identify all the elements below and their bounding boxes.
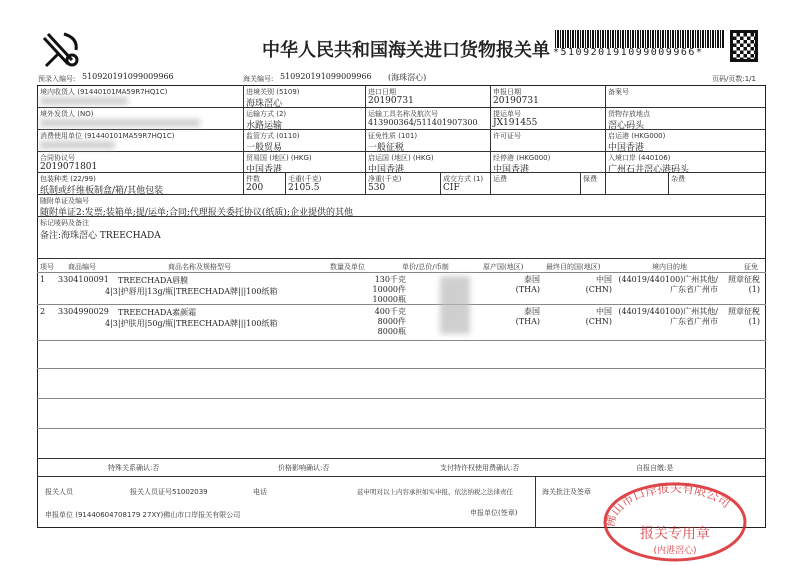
consignee-label: 境内收货人 (91440101MA59R7HQ1C) [40,88,168,96]
origin-code: (THA) [515,285,540,294]
domestic: (44019/440100)广州其他/ [618,307,718,316]
shipper-redacted [40,119,200,127]
levy-mode: 照章征税 [728,275,760,284]
origin-code: (THA) [515,317,540,326]
dep-port-label: 启运港 (HKG000) [608,132,666,140]
item-spec: 4|3|护唇用|13g/瓶|TREECHADA牌|||100纸箱 [105,287,278,296]
docs-label: 随附单证及编号 [40,197,89,205]
consumer-redacted [40,141,115,149]
bill: JX191455 [493,118,538,128]
pieces-label: 件数 [246,175,260,183]
declare-date-label: 申报日期 [493,88,521,96]
levy-code: (1) [748,285,760,294]
bill-label: 提运单号 [493,110,521,118]
origin: 泰国 [524,307,540,316]
page-count: 页码/页数:1/1 [712,75,756,83]
seal-center: 报关专用章 [640,526,710,542]
item-no: 1 [40,275,46,284]
col-code: 商品编号 [68,263,96,271]
form-title: 中华人民共和国海关进口货物报关单 [262,40,550,61]
record-label: 备案号 [608,88,629,96]
pieces: 200 [246,183,264,193]
contract-label: 合同协议号 [40,154,75,162]
dep-country: 中国香港 [368,165,405,175]
item-qty: 130千克 10000件 10000瓶 [372,275,406,304]
net: 530 [368,183,386,193]
vessel: 413900364/511401907300 [368,118,478,127]
transit-label: 经停港 (HKG000) [493,154,551,162]
license-label: 许可证号 [493,132,521,140]
consignee-redacted [40,97,128,105]
trade-country: 中国香港 [246,165,283,175]
col-qty: 数量及单位 [330,263,365,271]
item-code: 3304100091 [58,275,109,284]
domestic-city: 广东省广州市 [670,317,718,326]
import-date: 20190731 [368,96,414,106]
supervision-label: 监管方式 (0110) [246,132,300,140]
item-no: 2 [40,307,46,316]
entry-port: 广州石井滘心港码头 [608,165,690,175]
levy-mode: 照章征税 [728,307,760,316]
declarer-unit: 申报单位 (91440604708179 27XY)佛山市口岸报关有限公司 [45,511,241,519]
dest-code: (CHN) [585,317,612,326]
marks-label: 标记唛码及备注 [40,219,89,227]
dest: 中国 [596,307,612,316]
item-code: 3304990029 [58,307,109,316]
item-name: TREECHADA素颜霜 [118,308,197,317]
entry-port-label: 入境口岸 (440106) [608,154,671,162]
gross: 2105.5 [288,183,320,193]
contract: 2019071801 [40,162,98,172]
price-redacted [440,276,470,334]
freight-label: 运费 [493,175,507,183]
customs-no-label: 海关编号: [243,75,274,83]
customs-sign-label: 海关批注及签章 [542,488,591,496]
barcode-text: *510920191099009966* [553,47,704,58]
deal-label: 成交方式 (1) [443,175,484,183]
legal-statement: 兹申明对以上内容承担如实申报、依法纳税之法律责任 [357,488,513,496]
transport: 水路运输 [246,121,283,131]
entry-office-label: 进境关别 (5109) [246,88,300,96]
barcode [555,30,725,48]
col-domestic: 境内目的地 [652,263,687,271]
deal: CIF [443,183,460,193]
col-dest: 最终目的国(地区) [546,263,601,271]
marks: 备注:海珠滘心 TREECHADA [40,231,161,241]
storage: 滘心码头 [608,121,645,131]
transit: 中国香港 [493,165,530,175]
item-spec: 4|3|护肤用|50g/瓶|TREECHADA牌|||100纸箱 [105,319,278,328]
phone-label: 电话 [253,488,267,496]
supervision: 一般贸易 [246,143,283,153]
seal-bottom: (内港滘心) [653,546,697,556]
agent-label: 报关人员 [45,488,73,496]
docs: 随附单证2:发票;装箱单;提/运单;合同;代理报关委托协议(纸质);企业提供的其他 [40,208,353,218]
levy-label: 征免性质 (101) [368,132,418,140]
insurance-label: 保费 [583,175,597,183]
company-seal-stamp [600,478,750,562]
col-no: 项号 [40,263,54,271]
item-name: TREECHADA唇膜 [118,276,189,285]
consumer-label: 消费使用单位 (91440101MA59R7HQ1C) [40,132,175,140]
levy-code: (1) [748,317,760,326]
royalty-confirm: 支付特许权使用费确认:否 [440,464,520,472]
dep-port: 中国香港 [608,143,645,153]
col-origin: 原产国(地区) [483,263,524,271]
item-qty: 400千克 8000件 8000瓶 [374,307,406,336]
seal-company: 佛山市口岸报关有限公司 [602,480,733,529]
declare-date: 20190731 [493,96,539,106]
price-influence: 价格影响确认:否 [278,464,330,472]
self-declare: 自报自缴:是 [636,464,674,472]
special-relation: 特殊关系确认:否 [108,464,160,472]
entry-office: 海珠滘心 [246,99,283,109]
preentry-no: 510920191099009966 [82,72,174,81]
preentry-label: 预录入编号: [38,75,76,83]
gross-label: 毛重(千克) [288,175,322,183]
col-levy: 征免 [744,263,758,271]
storage-label: 货物存放地点 [608,110,650,118]
trade-country-label: 贸易国 (地区) (HKG) [246,154,312,162]
domestic: (44019/440100)广州其他/ [618,275,718,284]
transport-label: 运输方式 (2) [246,110,287,118]
agent-no: 报关人员证号51002039 [130,488,208,496]
import-date-label: 进口日期 [368,88,396,96]
package-label: 包装种类 (22/99) [40,175,96,183]
shipper-label: 境外发货人 (NO) [40,110,94,118]
qr-code [730,30,758,62]
origin: 泰国 [524,275,540,284]
unit-seal-label: 申报单位(签章) [470,509,518,517]
package: 纸制或纤维板制盒/箱/其他包装 [40,186,164,196]
col-name: 商品名称及规格型号 [168,263,231,271]
dest: 中国 [596,275,612,284]
vessel-label: 运输工具名称及航次号 [368,110,438,118]
customs-office: (海珠滘心) [388,73,427,82]
net-label: 净重(千克) [368,175,402,183]
misc-label: 杂费 [671,175,685,183]
dep-country-label: 启运国 (地区) (HKG) [368,154,434,162]
col-price: 单价/总价/币制 [402,263,449,271]
customs-emblem-icon [38,30,83,70]
dest-code: (CHN) [585,285,612,294]
svg-text:佛山市口岸报关有限公司 [602,480,733,529]
levy: 一般征税 [368,143,405,153]
domestic-city: 广东省广州市 [670,285,718,294]
customs-no: 510920191099009966 [280,72,372,81]
